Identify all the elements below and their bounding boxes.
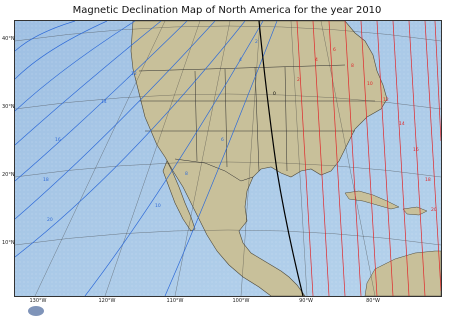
longitude-label: 90°W xyxy=(299,298,313,304)
west-label: 18 xyxy=(425,178,431,183)
longitude-label: 80°W xyxy=(366,298,380,304)
east-label: 8 xyxy=(185,172,188,177)
west-label: 20 xyxy=(431,208,437,213)
east-label: 18 xyxy=(43,178,49,183)
map-title: Magnetic Declination Map of North America for the year 2010 xyxy=(72,5,382,16)
east-label: 2 xyxy=(255,40,258,45)
west-label: 16 xyxy=(413,148,419,153)
east-label: 6 xyxy=(221,138,224,143)
zero-label: 0 xyxy=(273,92,276,97)
longitude-label: 130°W xyxy=(29,298,47,304)
agency-logo-icon xyxy=(28,306,44,316)
west-label: 4 xyxy=(315,58,318,63)
west-label: 14 xyxy=(399,122,405,127)
latitude-label: 30°N xyxy=(2,104,15,110)
latitude-label: 40°N xyxy=(2,36,15,42)
west-label: 6 xyxy=(333,48,336,53)
map-frame[interactable] xyxy=(14,20,442,297)
west-label: 12 xyxy=(383,98,389,103)
east-label: 12 xyxy=(131,72,137,77)
east-label: 14 xyxy=(101,100,107,105)
west-label: 10 xyxy=(367,82,373,87)
longitude-label: 110°W xyxy=(166,298,184,304)
latitude-label: 10°N xyxy=(2,240,15,246)
west-label: 8 xyxy=(351,64,354,69)
east-label: 20 xyxy=(47,218,53,223)
longitude-label: 100°W xyxy=(232,298,250,304)
declination-map xyxy=(15,21,441,296)
longitude-label: 120°W xyxy=(98,298,116,304)
west-label: 2 xyxy=(297,78,300,83)
east-label: 10 xyxy=(155,204,161,209)
east-label: 16 xyxy=(55,138,61,143)
east-label: 4 xyxy=(239,58,242,63)
latitude-label: 20°N xyxy=(2,172,15,178)
